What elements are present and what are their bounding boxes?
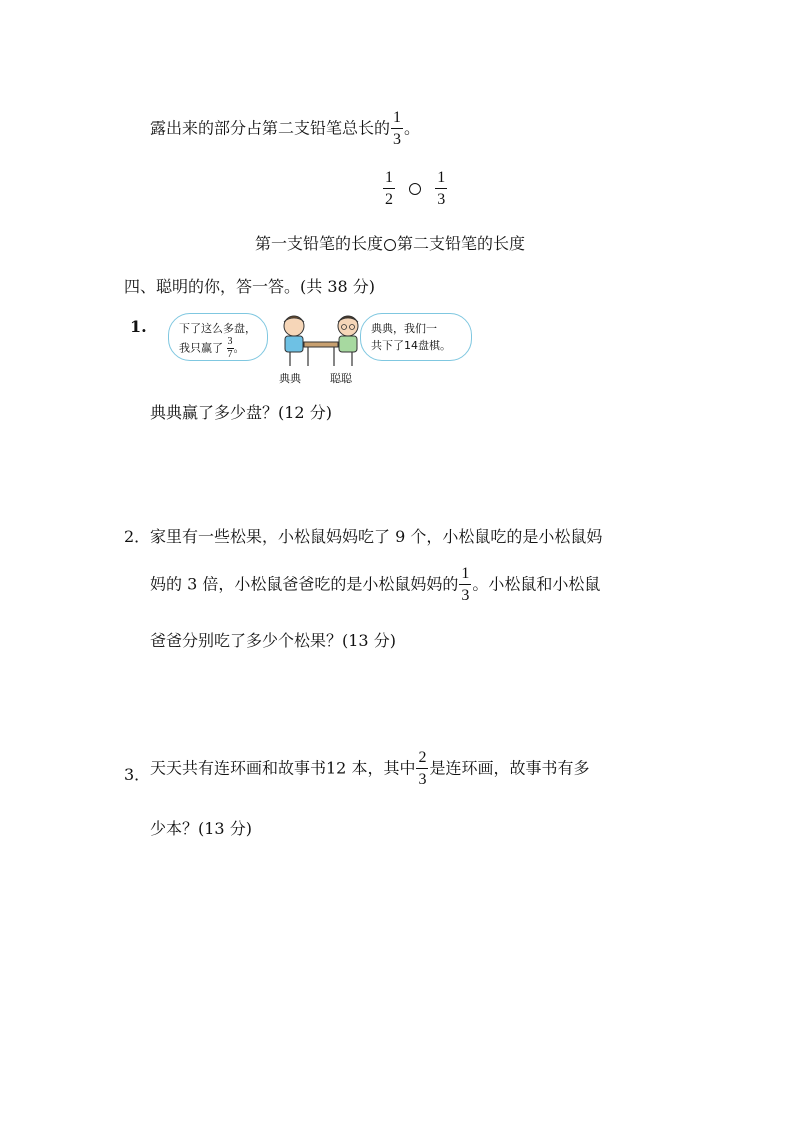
fraction-right: $\frac{1}{3}$ bbox=[437, 169, 446, 208]
q2-number: 2． bbox=[124, 527, 151, 546]
section-heading: 四、聪明的你，答一答。(共 38 分) bbox=[124, 277, 376, 296]
speech-bubble-left: 下了这么多盘， 我只赢了 $\frac{3}{7}$ 。 bbox=[168, 313, 268, 361]
q1-number: 1. bbox=[130, 317, 147, 336]
q2-line2: 妈的 3 倍，小松鼠爸爸吃的是小松鼠妈妈的 $\frac{1}{3}$ 。小松鼠和小松鼠 bbox=[150, 565, 601, 604]
name-diandian: 典典 bbox=[279, 372, 301, 385]
compare-circle-blank[interactable] bbox=[409, 183, 421, 195]
length-comparison: 第一支铅笔的长度 第二支铅笔的长度 bbox=[255, 234, 526, 253]
speech-bubble-right: 典典，我们一 共下了14盘棋。 bbox=[360, 313, 472, 361]
q3-line2: 少本？(13 分) bbox=[150, 819, 252, 838]
fraction-two-thirds: $\frac{2}{3}$ bbox=[418, 749, 427, 788]
q3-line1: 天天共有连环画和故事书12 本，其中 $\frac{2}{3}$ 是连环画，故事书有多 bbox=[150, 749, 590, 788]
q2-line3: 爸爸分别吃了多少个松果？(13 分) bbox=[150, 631, 396, 650]
fraction-one-third-q2: $\frac{1}{3}$ bbox=[461, 565, 470, 604]
fraction-comparison bbox=[382, 170, 448, 208]
q1-question: 典典赢了多少盘？(12 分) bbox=[150, 403, 332, 422]
children-playing-chess-illustration bbox=[276, 310, 368, 370]
pencil-statement-text: 露出来的部分占第二支铅笔总长的 bbox=[150, 118, 391, 138]
name-congcong: 聪聪 bbox=[330, 372, 352, 385]
fraction-left: $\frac{1}{2}$ bbox=[385, 169, 393, 208]
compare-circle-blank-2[interactable] bbox=[384, 239, 396, 251]
fraction-one-third: $\frac{1}{3}$ bbox=[393, 109, 402, 148]
pencil-statement: 露出来的部分占第二支铅笔总长的 $\frac{1}{3}$ 。 bbox=[150, 109, 421, 148]
q3-number: 3． bbox=[124, 765, 151, 784]
q2-line1: 家里有一些松果，小松鼠妈妈吃了 9 个，小松鼠吃的是小松鼠妈 bbox=[150, 527, 603, 546]
fraction-three-sevenths: $\frac{3}{7}$ bbox=[227, 336, 233, 360]
